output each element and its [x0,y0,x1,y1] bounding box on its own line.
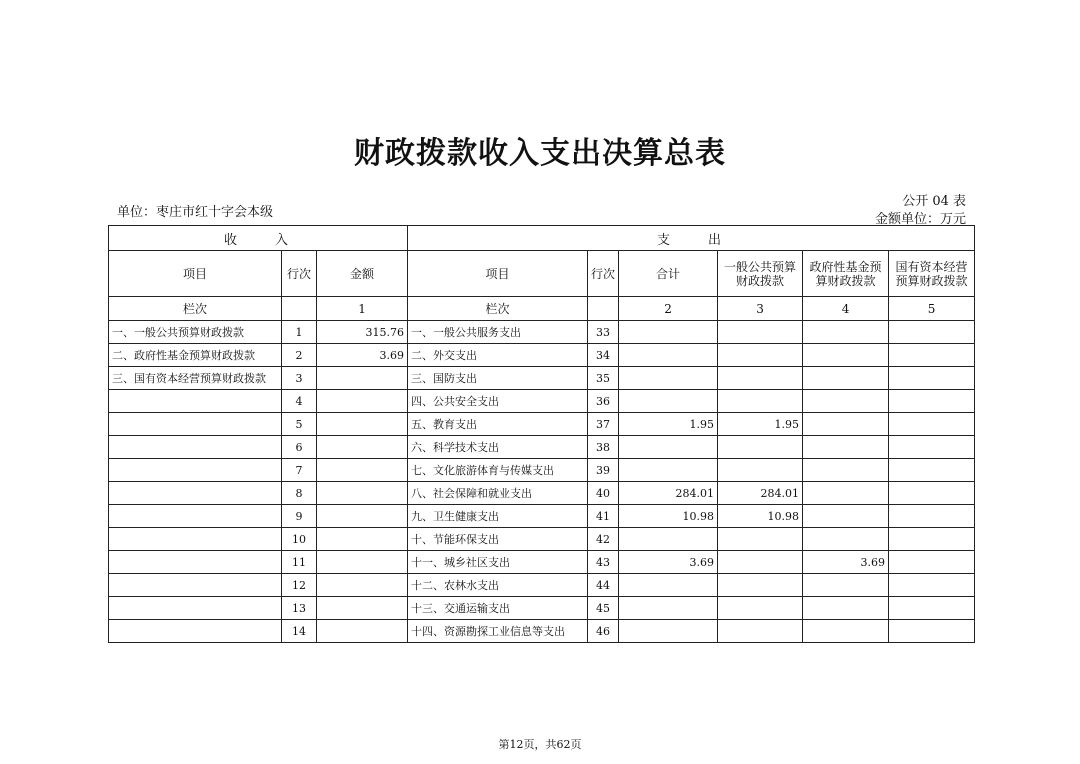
state-capital-amount [889,367,975,390]
income-item [109,574,282,597]
state-capital-header: 国有资本经营预算财政拨款 [889,251,975,297]
income-item [109,551,282,574]
gov-fund-amount [803,413,889,436]
general-budget-amount: 1.95 [718,413,803,436]
state-capital-amount [889,390,975,413]
expense-item: 八、社会保障和就业支出 [408,482,588,505]
page-footer: 第12页，共62页 [498,738,582,751]
income-row-number: 8 [282,482,317,505]
total-amount [619,528,718,551]
expense-row-number: 36 [588,390,619,413]
budget-table [108,225,975,643]
table-row [109,459,975,482]
expense-row-number: 33 [588,321,619,344]
income-amount-header: 金额 [317,251,408,297]
income-row-number: 4 [282,390,317,413]
table-row [109,620,975,643]
expense-row-number: 44 [588,574,619,597]
expense-item: 十二、农林水支出 [408,574,588,597]
income-amount [317,505,408,528]
table-row [109,551,975,574]
expense-item: 二、外交支出 [408,344,588,367]
gov-fund-amount [803,459,889,482]
expense-item: 一、一般公共服务支出 [408,321,588,344]
total-header: 合计 [619,251,718,297]
expense-item-header: 项目 [408,251,588,297]
state-capital-amount [889,505,975,528]
gov-fund-amount [803,528,889,551]
gov-fund-amount [803,321,889,344]
total-amount [619,344,718,367]
income-item-header: 项目 [109,251,282,297]
income-row-number: 11 [282,551,317,574]
table-row [109,413,975,436]
total-amount [619,459,718,482]
income-item [109,482,282,505]
income-item [109,620,282,643]
expense-item: 十一、城乡社区支出 [408,551,588,574]
general-budget-header: 一般公共预算财政拨款 [718,251,803,297]
income-item [109,459,282,482]
income-amount [317,528,408,551]
general-budget-amount [718,528,803,551]
state-capital-amount [889,551,975,574]
table-row [109,597,975,620]
income-amount [317,436,408,459]
gov-fund-amount [803,436,889,459]
total-amount [619,367,718,390]
state-capital-amount [889,413,975,436]
general-budget-amount [718,436,803,459]
total-amount: 10.98 [619,505,718,528]
gov-fund-amount [803,574,889,597]
income-item: 一、一般公共预算财政拨款 [109,321,282,344]
income-header: 收 入 [109,226,408,251]
income-item: 三、国有资本经营预算财政拨款 [109,367,282,390]
general-budget-amount [718,597,803,620]
gov-fund-amount [803,620,889,643]
total-amount [619,620,718,643]
total-amount [619,390,718,413]
income-amount [317,459,408,482]
income-item [109,528,282,551]
total-amount: 3.69 [619,551,718,574]
gov-fund-amount [803,597,889,620]
col-blank [282,297,317,321]
expense-row-number: 40 [588,482,619,505]
total-amount: 284.01 [619,482,718,505]
total-amount [619,574,718,597]
state-capital-amount [889,321,975,344]
table-row [109,321,975,344]
income-item: 二、政府性基金预算财政拨款 [109,344,282,367]
income-amount [317,367,408,390]
col-number-2: 2 [619,297,718,321]
col-number-3: 3 [718,297,803,321]
income-amount [317,390,408,413]
table-row [109,482,975,505]
income-amount: 3.69 [317,344,408,367]
gov-fund-amount [803,482,889,505]
general-budget-amount [718,459,803,482]
expense-item: 九、卫生健康支出 [408,505,588,528]
state-capital-amount [889,344,975,367]
total-amount [619,436,718,459]
income-item [109,390,282,413]
general-budget-amount [718,574,803,597]
table-row [109,505,975,528]
expense-item: 四、公共安全支出 [408,390,588,413]
income-row-number: 12 [282,574,317,597]
page-title: 财政拨款收入支出决算总表 [354,136,726,171]
income-amount [317,413,408,436]
income-row-number: 6 [282,436,317,459]
table-row [109,574,975,597]
expense-row-number: 37 [588,413,619,436]
state-capital-amount [889,459,975,482]
state-capital-amount [889,528,975,551]
expense-header: 支 出 [408,226,975,251]
col-label: 栏次 [408,297,588,321]
income-item [109,505,282,528]
income-amount [317,482,408,505]
gov-fund-amount [803,367,889,390]
income-row-number: 5 [282,413,317,436]
expense-row-number: 43 [588,551,619,574]
table-row [109,344,975,367]
col-number-1: 1 [317,297,408,321]
state-capital-amount [889,482,975,505]
general-budget-amount [718,390,803,413]
expense-item: 十、节能环保支出 [408,528,588,551]
income-row-number: 9 [282,505,317,528]
total-amount: 1.95 [619,413,718,436]
income-amount [317,551,408,574]
gov-fund-amount [803,505,889,528]
table-row [109,528,975,551]
income-item [109,413,282,436]
income-row-number: 2 [282,344,317,367]
gov-fund-amount [803,344,889,367]
expense-item: 五、教育支出 [408,413,588,436]
income-item [109,436,282,459]
expense-row-number: 34 [588,344,619,367]
state-capital-amount [889,620,975,643]
money-unit-label: 金额单位：万元 [874,212,966,227]
expense-row-number: 46 [588,620,619,643]
general-budget-amount: 284.01 [718,482,803,505]
form-number: 公开 04 表 [902,194,966,209]
col-blank [588,297,619,321]
income-row-number: 1 [282,321,317,344]
total-amount [619,321,718,344]
expense-item: 十三、交通运输支出 [408,597,588,620]
state-capital-amount [889,574,975,597]
total-amount [619,597,718,620]
income-amount [317,620,408,643]
general-budget-amount: 10.98 [718,505,803,528]
table-row [109,390,975,413]
general-budget-amount [718,367,803,390]
general-budget-amount [718,321,803,344]
unit-label: 单位：枣庄市红十字会本级 [117,205,274,220]
expense-item: 六、科学技术支出 [408,436,588,459]
expense-item: 三、国防支出 [408,367,588,390]
expense-row-number: 38 [588,436,619,459]
state-capital-amount [889,436,975,459]
income-item [109,597,282,620]
expense-item: 十四、资源勘探工业信息等支出 [408,620,588,643]
col-number-4: 4 [803,297,889,321]
table-row [109,367,975,390]
col-number-5: 5 [889,297,975,321]
income-row-number: 14 [282,620,317,643]
expense-row-number: 42 [588,528,619,551]
income-row-number: 13 [282,597,317,620]
expense-row-number: 35 [588,367,619,390]
gov-fund-amount [803,390,889,413]
col-label: 栏次 [109,297,282,321]
gov-fund-header: 政府性基金预算财政拨款 [803,251,889,297]
table-row [109,436,975,459]
income-amount [317,574,408,597]
income-rowno-header: 行次 [282,251,317,297]
gov-fund-amount: 3.69 [803,551,889,574]
income-row-number: 3 [282,367,317,390]
expense-row-number: 45 [588,597,619,620]
income-row-number: 7 [282,459,317,482]
state-capital-amount [889,597,975,620]
expense-item: 七、文化旅游体育与传媒支出 [408,459,588,482]
income-amount: 315.76 [317,321,408,344]
income-amount [317,597,408,620]
expense-row-number: 41 [588,505,619,528]
general-budget-amount [718,344,803,367]
general-budget-amount [718,551,803,574]
general-budget-amount [718,620,803,643]
income-row-number: 10 [282,528,317,551]
expense-row-number: 39 [588,459,619,482]
expense-rowno-header: 行次 [588,251,619,297]
